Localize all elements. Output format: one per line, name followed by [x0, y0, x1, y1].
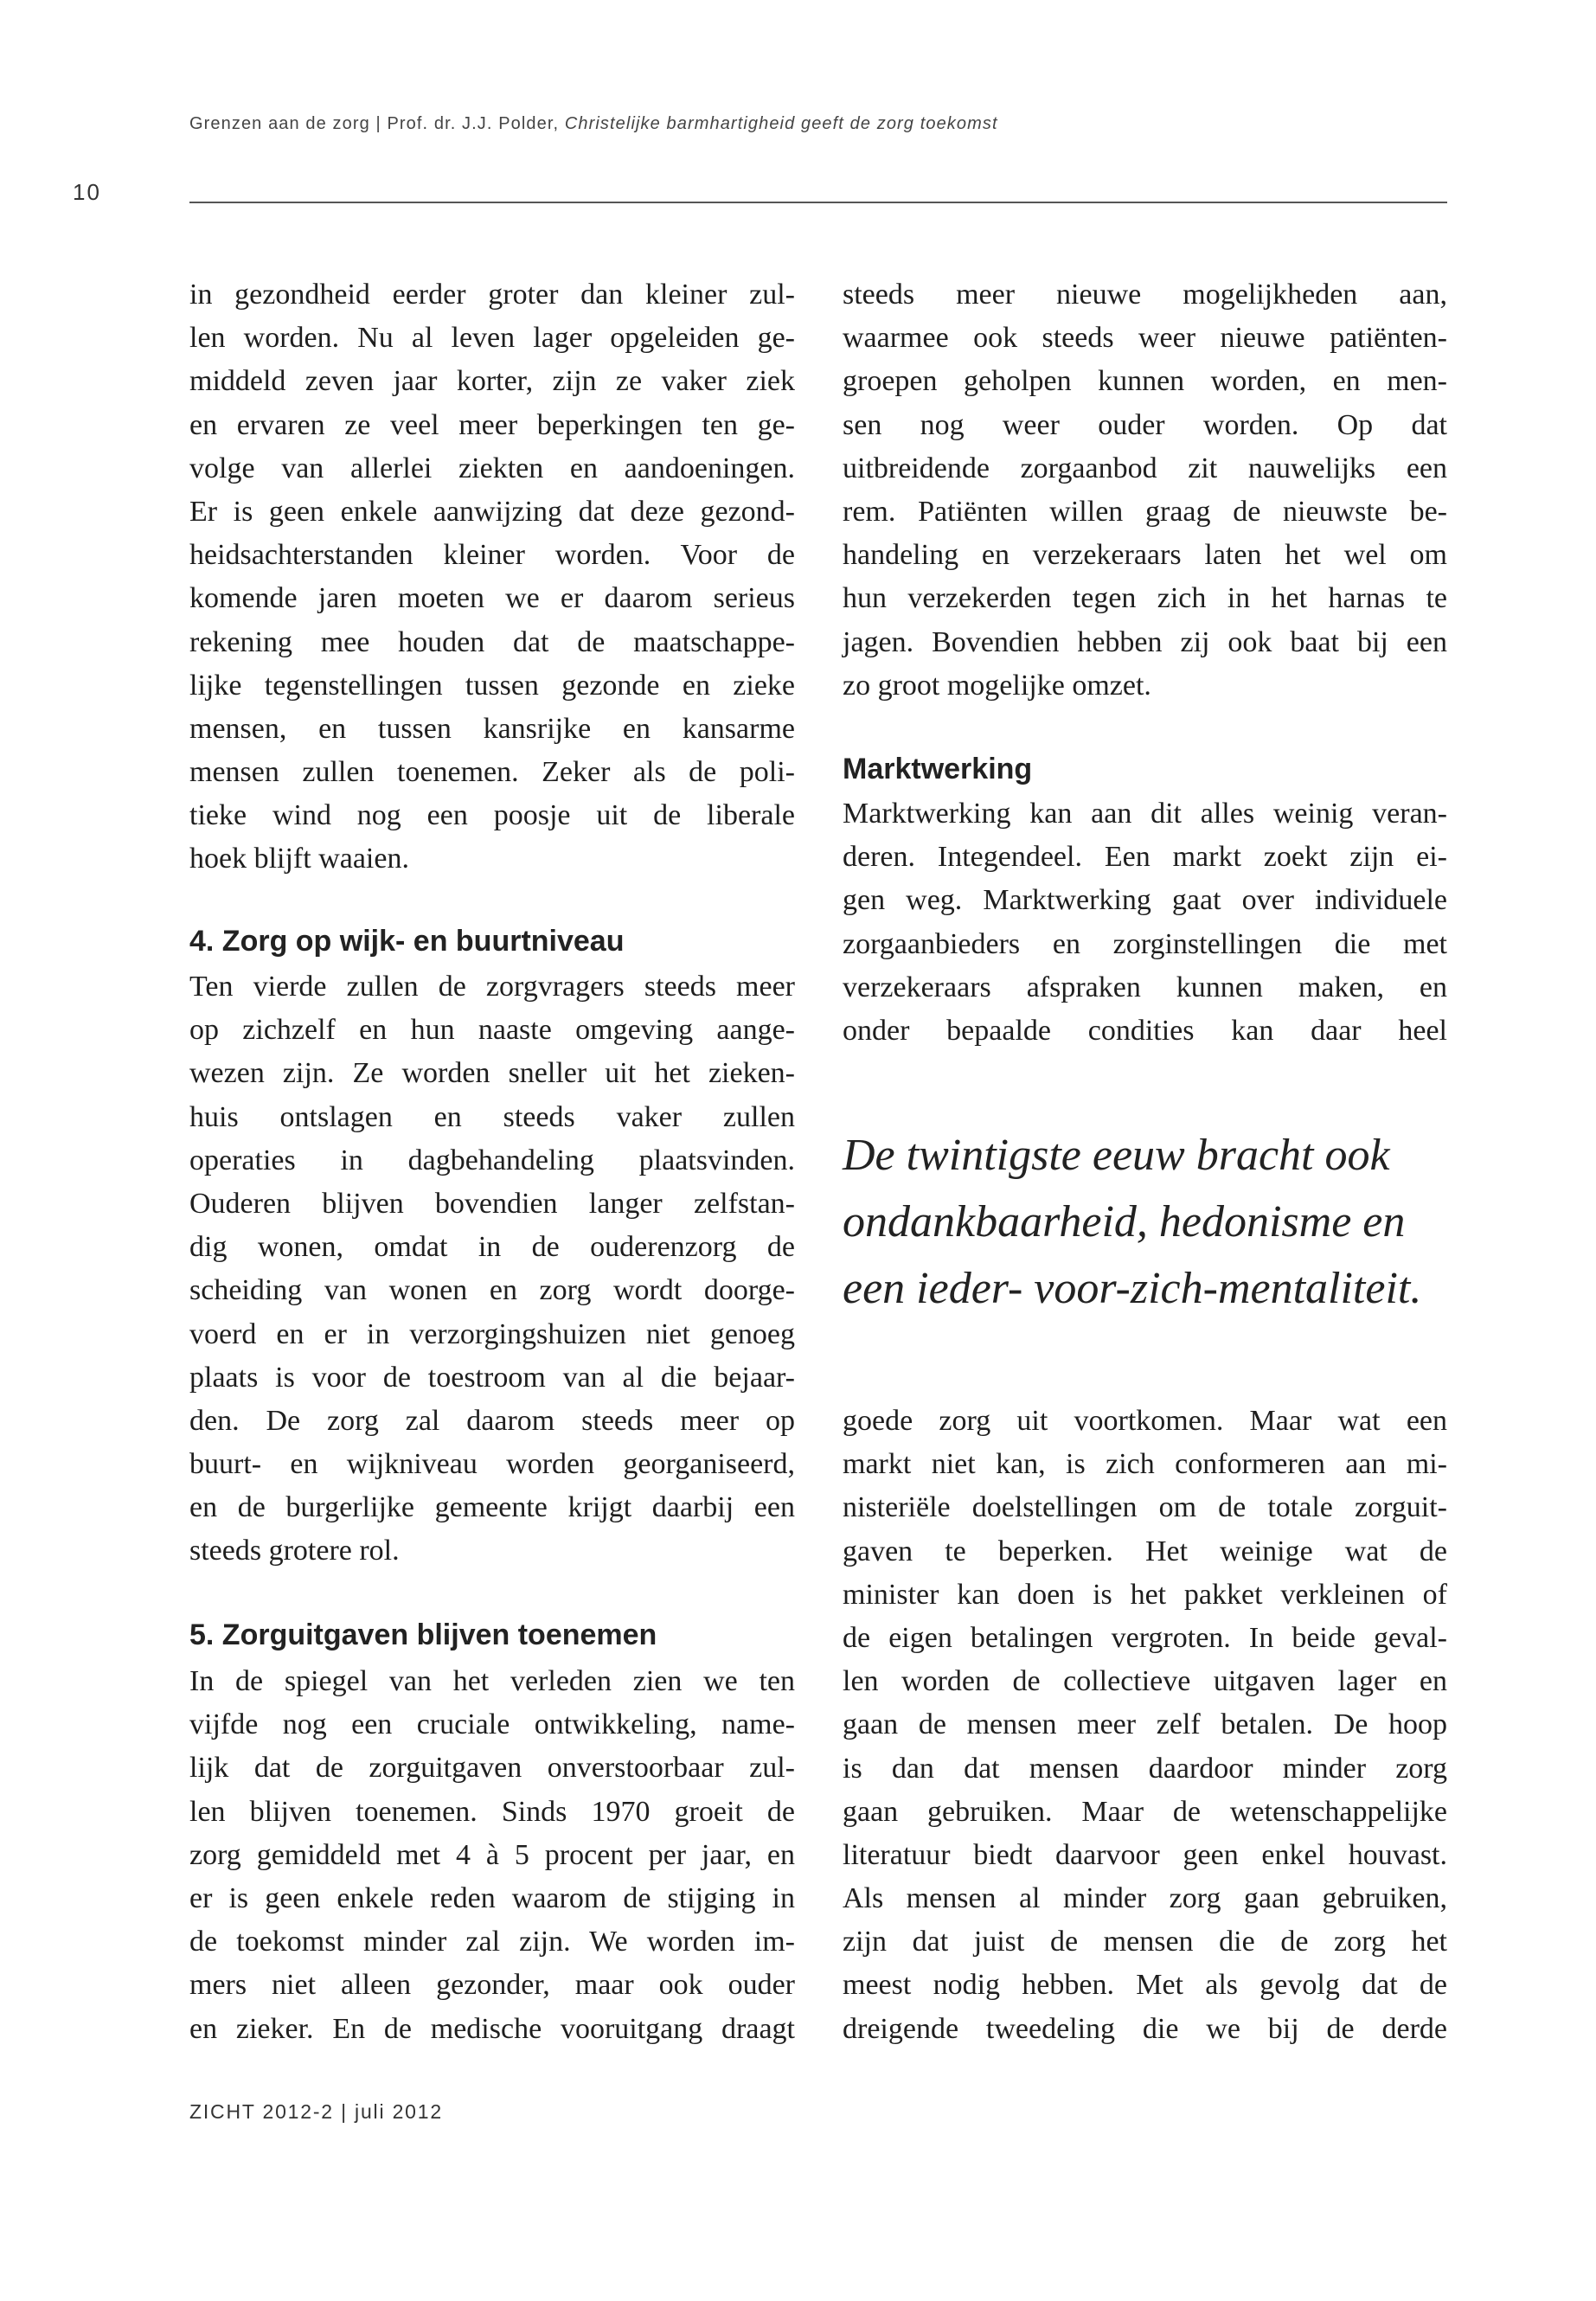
text-line: gen weg. Marktwerking gaat over individuele — [843, 884, 1447, 917]
header-separator: | — [375, 114, 381, 133]
text-line: heidsachterstanden kleiner worden. Voor de — [189, 539, 795, 572]
text-line: gaan gebruiken. Maar de wetenschappelijke — [843, 1795, 1447, 1828]
running-header — [189, 114, 998, 134]
text-line: Ouderen blijven bovendien langer zelfstan- — [189, 1187, 795, 1220]
text-line: middeld zeven jaar korter, zijn ze vaker ziek — [189, 365, 795, 398]
text-line: sen nog weer ouder worden. Op dat — [843, 408, 1447, 441]
text-line: verzekeraars afspraken kunnen maken, en — [843, 971, 1447, 1003]
pull-quote-line: een ieder- voor-zich-mentaliteit. — [843, 1264, 1422, 1313]
text-line: zo groot mogelijke omzet. — [843, 669, 1151, 702]
text-line: zorgaanbieders en zorginstellingen die met — [843, 927, 1447, 960]
section-heading-marktwerking: Marktwerking — [843, 753, 1033, 785]
page-number: 10 — [73, 179, 101, 205]
text-line: er is geen enkele reden waarom de stijging in — [189, 1881, 795, 1914]
text-line: hoek blijft waaien. — [189, 843, 409, 875]
text-line: Ten vierde zullen de zorgvragers steeds meer — [189, 971, 795, 1003]
text-line: Als mensen al minder zorg gaan gebruiken, — [843, 1882, 1447, 1915]
text-line: gaan de mensen meer zelf betalen. De hoop — [843, 1708, 1447, 1741]
text-line: wezen zijn. Ze worden sneller uit het zieken- — [189, 1057, 795, 1090]
text-line: goede zorg uit voortkomen. Maar wat een — [843, 1405, 1447, 1437]
text-line: In de spiegel van het verleden zien we ten — [189, 1665, 795, 1697]
text-line: mensen, en tussen kansrijke en kansarme — [189, 712, 795, 745]
right-paragraph-1 — [843, 273, 1447, 708]
header-section: Grenzen aan de zorg — [189, 114, 370, 133]
left-paragraph-2 — [189, 965, 795, 1574]
text-line: in gezondheid eerder groter dan kleiner zul- — [189, 279, 795, 311]
text-line: Er is geen enkele aanwijzing dat deze gezond- — [189, 495, 795, 528]
text-line: deren. Integendeel. Een markt zoekt zijn ei- — [843, 841, 1447, 874]
text-line: uitbreidende zorgaanbod zit nauwelijks een — [843, 452, 1447, 484]
section-heading-4: 4. Zorg op wijk- en buurtniveau — [189, 925, 625, 958]
right-paragraph-3 — [843, 1400, 1447, 2051]
header-rule — [189, 202, 1447, 203]
text-line: nisteriële doelstellingen om de totale zorguit- — [843, 1491, 1447, 1524]
text-line: meest nodig hebben. Met als gevolg dat de — [843, 1969, 1447, 2002]
footer-issue: ZICHT 2012-2 | juli 2012 — [189, 2100, 443, 2123]
text-line: dreigende tweedeling die we bij de derde — [843, 2012, 1447, 2045]
text-line: mers niet alleen gezonder, maar ook ouder — [189, 1969, 795, 2002]
text-line: len worden. Nu al leven lager opgeleiden ge- — [189, 322, 795, 355]
text-line: volge van allerlei ziekten en aandoeningen. — [189, 452, 795, 484]
text-line: minister kan doen is het pakket verkleinen of — [843, 1578, 1447, 1611]
text-line: gaven te beperken. Het weinige wat de — [843, 1535, 1447, 1567]
text-line: len blijven toenemen. Sinds 1970 groeit de — [189, 1795, 795, 1828]
text-line: tieke wind nog een poosje uit de liberale — [189, 799, 795, 832]
text-line: lijke tegenstellingen tussen gezonde en zieke — [189, 669, 795, 702]
text-line: en zieker. En de medische vooruitgang draagt — [189, 2012, 795, 2045]
text-line: dig wonen, omdat in de ouderenzorg de — [189, 1231, 795, 1264]
text-line: en ervaren ze veel meer beperkingen ten ge- — [189, 408, 795, 441]
text-line: plaats is voor de toestroom van al die bejaar- — [189, 1361, 795, 1394]
text-line: vijfde nog een cruciale ontwikkeling, name- — [189, 1708, 795, 1741]
pull-quote — [843, 1122, 1421, 1322]
text-line: op zichzelf en hun naaste omgeving aange- — [189, 1014, 795, 1047]
text-line: handeling en verzekeraars laten het wel om — [843, 539, 1447, 572]
text-line: den. De zorg zal daarom steeds meer op — [189, 1404, 795, 1437]
text-line: huis ontslagen en steeds vaker zullen — [189, 1100, 795, 1133]
header-author: Prof. dr. J.J. Polder, — [387, 114, 560, 133]
header-article-title: Christelijke barmhartigheid geeft de zorg toekomst — [564, 114, 998, 133]
section-heading-5: 5. Zorguitgaven blijven toenemen — [189, 1618, 657, 1651]
pull-quote-line: De twintigste eeuw bracht ook — [843, 1131, 1390, 1180]
text-line: waarmee ook steeds weer nieuwe patiënten- — [843, 322, 1447, 355]
left-paragraph-1 — [189, 273, 795, 881]
text-line: rem. Patiënten willen graag de nieuwste be- — [843, 495, 1447, 528]
text-line: len worden de collectieve uitgaven lager en — [843, 1665, 1447, 1698]
text-line: is dan dat mensen daardoor minder zorg — [843, 1752, 1447, 1785]
text-line: zorg gemiddeld met 4 à 5 procent per jaar, en — [189, 1838, 795, 1871]
text-line: buurt- en wijkniveau worden georganiseerd, — [189, 1448, 795, 1481]
text-line: scheiding van wonen en zorg wordt doorge- — [189, 1274, 795, 1307]
text-line: steeds meer nieuwe mogelijkheden aan, — [843, 279, 1447, 311]
text-line: onder bepaalde condities kan daar heel — [843, 1014, 1447, 1047]
pull-quote-line: ondankbaarheid, hedonisme en — [843, 1197, 1406, 1247]
text-line: de eigen betalingen vergroten. In beide geval- — [843, 1621, 1447, 1654]
text-line: lijk dat de zorguitgaven onverstoorbaar zul- — [189, 1752, 795, 1785]
text-line: literatuur biedt daarvoor geen enkel houvast. — [843, 1838, 1447, 1871]
text-line: jagen. Bovendien hebben zij ook baat bij een — [843, 625, 1447, 658]
text-line: de toekomst minder zal zijn. We worden im- — [189, 1926, 795, 1958]
text-line: mensen zullen toenemen. Zeker als de poli- — [189, 756, 795, 789]
text-line: voerd en er in verzorgingshuizen niet genoeg — [189, 1317, 795, 1350]
text-line: zijn dat juist de mensen die de zorg het — [843, 1926, 1447, 1958]
text-line: Marktwerking kan aan dit alles weinig veran- — [843, 798, 1447, 830]
left-paragraph-3 — [189, 1660, 795, 2051]
text-line: markt niet kan, is zich conformeren aan mi- — [843, 1448, 1447, 1481]
text-line: en de burgerlijke gemeente krijgt daarbij een — [189, 1491, 795, 1524]
text-line: komende jaren moeten we er daarom serieus — [189, 582, 795, 615]
text-line: hun verzekerden tegen zich in het harnas te — [843, 582, 1447, 615]
text-line: groepen geholpen kunnen worden, en men- — [843, 365, 1447, 398]
right-paragraph-2 — [843, 792, 1447, 1053]
text-line: steeds grotere rol. — [189, 1535, 400, 1567]
text-line: rekening mee houden dat de maatschappe- — [189, 625, 795, 658]
text-line: operaties in dagbehandeling plaatsvinden. — [189, 1144, 795, 1176]
